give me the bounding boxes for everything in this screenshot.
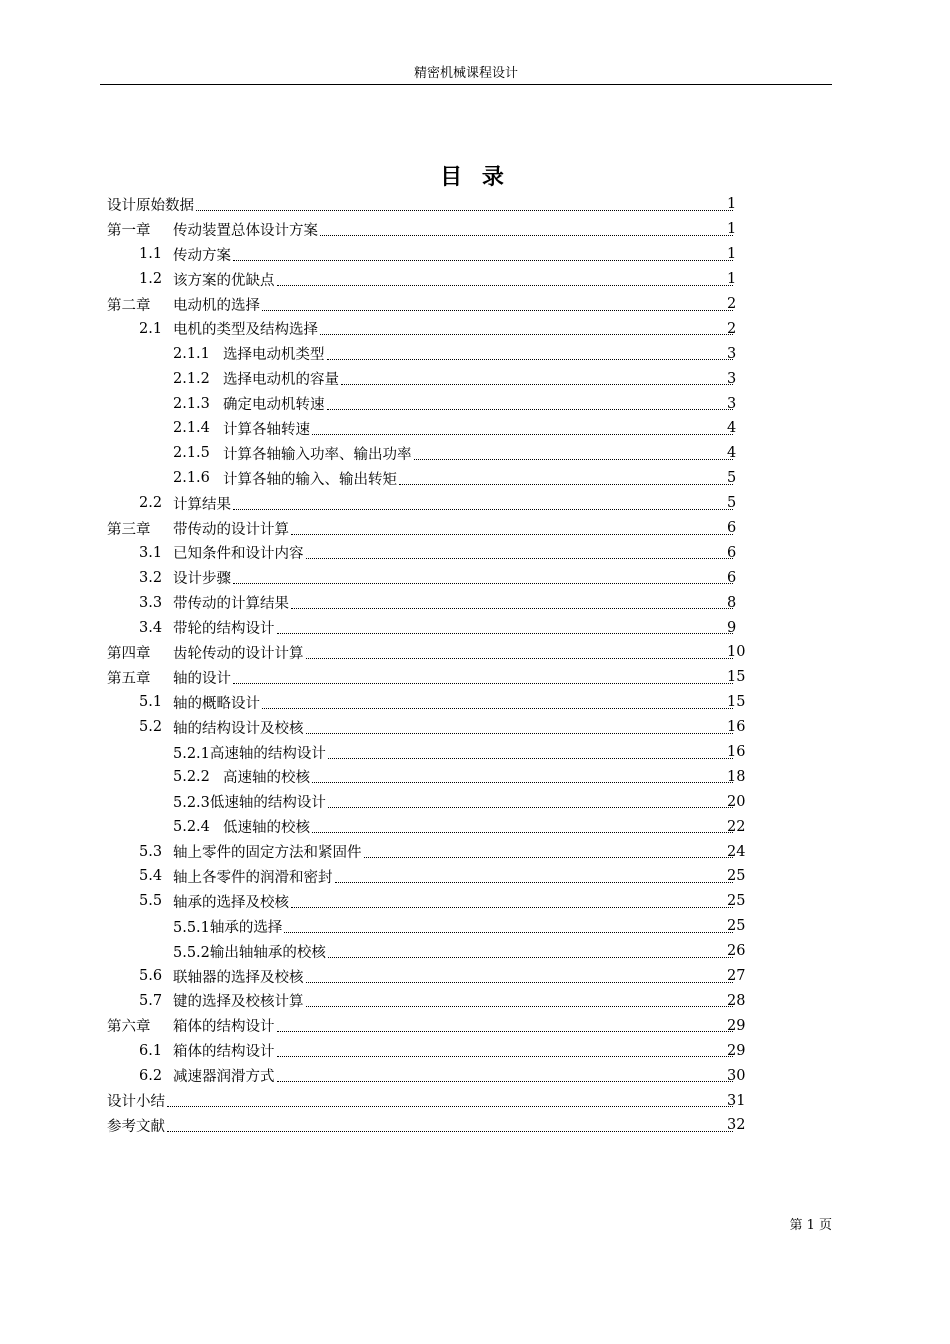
toc-entry-label: 带传动的计算结果 — [173, 596, 289, 613]
table-of-contents — [107, 192, 767, 1138]
toc-entry-label: 轴的设计 — [173, 670, 231, 687]
toc-entry-page: 26 — [727, 943, 746, 960]
toc-entry-page: 22 — [727, 818, 746, 835]
toc-entry-text — [107, 194, 194, 215]
toc-entry[interactable] — [107, 366, 767, 391]
toc-entry-text — [139, 891, 289, 912]
toc-entry-text — [173, 443, 412, 464]
toc-entry-page: 16 — [727, 719, 746, 736]
toc-leader-dots — [327, 343, 734, 360]
toc-entry-label: 轴承的选择及校核 — [173, 894, 289, 911]
toc-entry-page: 15 — [727, 694, 746, 711]
toc-entry-label: 已知条件和设计内容 — [173, 546, 304, 563]
toc-entry[interactable] — [107, 242, 767, 267]
toc-entry-label: 电动机的选择 — [173, 297, 260, 314]
toc-entry-text — [173, 941, 326, 962]
toc-entry-page: 29 — [727, 1042, 746, 1059]
toc-entry-text — [139, 244, 231, 265]
toc-entry[interactable] — [107, 615, 767, 640]
toc-entry-label: 计算各轴的输入、输出转矩 — [223, 471, 397, 488]
toc-entry-label: 选择电动机类型 — [223, 347, 325, 364]
toc-entry-text — [139, 1065, 275, 1086]
toc-leader-dots — [277, 1065, 734, 1082]
toc-entry[interactable] — [107, 690, 767, 715]
toc-entry-text — [107, 294, 260, 315]
toc-entry-label: 5.2.1高速轴的结构设计 — [173, 745, 326, 762]
toc-entry-number: 2.2 — [139, 495, 163, 512]
toc-leader-dots — [277, 1015, 734, 1032]
toc-entry-text — [107, 219, 318, 240]
toc-entry[interactable] — [107, 715, 767, 740]
toc-entry-page: 27 — [727, 968, 746, 985]
toc-entry-label: 传动装置总体设计方案 — [173, 222, 318, 239]
toc-entry-page: 24 — [727, 843, 746, 860]
toc-entry[interactable] — [107, 292, 767, 317]
toc-entry[interactable] — [107, 267, 767, 292]
toc-entry-text — [107, 1115, 165, 1136]
toc-leader-dots — [306, 990, 734, 1007]
toc-entry-number: 2.1.6 — [173, 470, 210, 487]
toc-entry[interactable] — [107, 740, 767, 765]
toc-entry-page: 15 — [727, 669, 746, 686]
toc-entry-number: 3.2 — [139, 569, 163, 586]
page-number: 第 1 页 — [789, 1218, 832, 1233]
toc-entry-label: 带传动的设计计算 — [173, 521, 289, 538]
toc-entry-text — [139, 542, 304, 563]
toc-entry-page: 2 — [727, 296, 737, 312]
toc-leader-dots — [328, 941, 733, 958]
toc-entry-number: 第一章 — [107, 222, 151, 239]
toc-entry-label: 箱体的结构设计 — [173, 1019, 275, 1036]
toc-entry[interactable] — [107, 764, 767, 789]
toc-entry-text — [107, 1090, 165, 1111]
toc-entry-text — [107, 518, 289, 539]
toc-entry-text — [139, 1040, 275, 1061]
toc-leader-dots — [284, 916, 733, 933]
toc-entry-text — [173, 916, 282, 937]
toc-entry[interactable] — [107, 1063, 767, 1088]
toc-leader-dots — [312, 766, 733, 783]
toc-leader-dots — [167, 1115, 733, 1132]
toc-leader-dots — [364, 841, 734, 858]
toc-entry-page: 1 — [727, 271, 737, 288]
toc-entry-number: 2.1.2 — [173, 370, 210, 387]
toc-entry[interactable] — [107, 839, 767, 864]
toc-entry-page: 29 — [727, 1017, 746, 1034]
toc-entry-label: 5.2.3低速轴的结构设计 — [173, 795, 326, 812]
toc-entry[interactable] — [107, 989, 767, 1014]
toc-entry-label: 设计小结 — [107, 1094, 165, 1110]
toc-entry-label: 高速轴的校核 — [223, 770, 310, 787]
toc-entry-page: 5 — [727, 495, 737, 512]
toc-leader-dots — [262, 294, 733, 311]
toc-entry-text — [139, 493, 231, 514]
toc-entry-number: 2.1 — [139, 320, 163, 337]
toc-entry-label: 轴上零件的固定方法和紧固件 — [173, 845, 362, 862]
toc-entry-number: 5.7 — [139, 992, 163, 1009]
toc-entry-number: 6.2 — [139, 1067, 163, 1084]
toc-entry-text — [139, 990, 304, 1011]
toc-entry-page: 2 — [727, 320, 737, 337]
toc-entry-text — [173, 468, 397, 489]
toc-entry-page: 3 — [727, 395, 737, 412]
toc-entry-number: 1.1 — [139, 246, 163, 263]
toc-entry-page: 1 — [727, 246, 737, 263]
toc-entry[interactable] — [107, 889, 767, 914]
toc-entry-text — [107, 642, 304, 663]
toc-leader-dots — [327, 393, 734, 410]
toc-entry-label: 计算各轴转速 — [223, 421, 310, 438]
toc-entry-text — [173, 816, 310, 837]
toc-entry-number: 5.2.2 — [173, 768, 210, 785]
toc-entry-label: 设计原始数据 — [107, 197, 194, 214]
toc-leader-dots — [399, 468, 733, 485]
header-rule — [100, 84, 832, 85]
toc-entry-text — [139, 617, 275, 638]
toc-leader-dots — [306, 966, 734, 983]
toc-entry-page: 4 — [727, 420, 737, 437]
toc-entry-label: 确定电动机转速 — [223, 397, 325, 414]
toc-entry-label: 联轴器的选择及校核 — [173, 969, 304, 986]
toc-entry-text — [173, 791, 326, 812]
toc-leader-dots — [233, 493, 733, 510]
toc-entry-page: 3 — [727, 370, 737, 387]
toc-leader-dots — [262, 692, 733, 709]
toc-entry-label: 设计步骤 — [173, 571, 231, 588]
toc-entry-number: 5.4 — [139, 868, 163, 885]
toc-entry[interactable] — [107, 1013, 767, 1038]
toc-leader-dots — [312, 418, 733, 435]
toc-entry-page: 32 — [727, 1117, 746, 1134]
toc-entry-number: 第四章 — [107, 645, 151, 662]
toc-entry-page: 1 — [727, 221, 737, 238]
toc-entry[interactable] — [107, 217, 767, 242]
toc-leader-dots — [233, 667, 733, 684]
toc-entry-text — [107, 1015, 275, 1036]
toc-entry[interactable] — [107, 590, 767, 615]
toc-entry[interactable] — [107, 441, 767, 466]
toc-entry-page: 25 — [727, 918, 746, 935]
toc-entry-number: 第二章 — [107, 297, 151, 314]
toc-entry-page: 5 — [727, 470, 737, 487]
toc-entry-number: 2.1.4 — [173, 420, 210, 437]
toc-entry-number: 第五章 — [107, 670, 151, 687]
toc-entry-text — [173, 368, 339, 389]
toc-entry-label: 5.5.2输出轴轴承的校核 — [173, 944, 326, 961]
toc-entry[interactable] — [107, 341, 767, 366]
toc-entry-text — [139, 592, 289, 613]
toc-entry-label: 箱体的结构设计 — [173, 1044, 275, 1061]
toc-entry-number: 6.1 — [139, 1042, 163, 1059]
toc-entry-text — [107, 667, 231, 688]
toc-entry-text — [139, 866, 333, 887]
toc-entry-page: 6 — [727, 544, 737, 561]
toc-entry-label: 键的选择及校核计算 — [173, 994, 304, 1011]
toc-leader-dots — [277, 617, 734, 634]
toc-entry-page: 6 — [727, 569, 737, 586]
toc-entry[interactable] — [107, 1113, 767, 1138]
toc-entry-page: 8 — [727, 594, 737, 611]
toc-entry-label: 参考文献 — [107, 1118, 165, 1135]
toc-entry-text — [173, 343, 325, 364]
toc-entry[interactable] — [107, 391, 767, 416]
toc-entry[interactable] — [107, 964, 767, 989]
toc-entry-label: 低速轴的校核 — [223, 820, 310, 837]
toc-entry-number: 第三章 — [107, 521, 151, 538]
toc-entry[interactable] — [107, 565, 767, 590]
toc-entry[interactable] — [107, 416, 767, 441]
toc-leader-dots — [341, 368, 733, 385]
toc-leader-dots — [291, 891, 733, 908]
toc-entry-label: 轴上各零件的润滑和密封 — [173, 869, 333, 886]
toc-entry-label: 齿轮传动的设计计算 — [173, 645, 304, 662]
toc-entry[interactable] — [107, 1088, 767, 1113]
toc-leader-dots — [233, 244, 733, 261]
toc-entry[interactable] — [107, 814, 767, 839]
toc-entry-label: 该方案的优缺点 — [173, 272, 275, 289]
toc-entry-text — [139, 567, 231, 588]
toc-entry[interactable] — [107, 665, 767, 690]
toc-entry-number: 1.2 — [139, 271, 163, 288]
toc-entry-label: 带轮的结构设计 — [173, 621, 275, 638]
toc-entry[interactable] — [107, 516, 767, 541]
toc-entry-text — [139, 717, 304, 738]
page-header: 精密机械课程设计 — [413, 66, 518, 81]
toc-entry-label: 选择电动机的容量 — [223, 372, 339, 389]
toc-entry-number: 3.4 — [139, 619, 163, 636]
toc-entry-page: 28 — [727, 992, 746, 1009]
toc-entry-page: 25 — [727, 893, 746, 910]
toc-leader-dots — [277, 1040, 734, 1057]
toc-entry-text — [173, 393, 325, 414]
toc-entry-page: 18 — [727, 768, 746, 785]
toc-entry[interactable] — [107, 939, 767, 964]
toc-entry-label: 减速器润滑方式 — [173, 1069, 275, 1086]
toc-entry-number: 2.1.5 — [173, 445, 210, 462]
toc-leader-dots — [291, 592, 733, 609]
toc-entry-label: 5.5.1轴承的选择 — [173, 919, 283, 936]
toc-entry-number: 2.1.3 — [173, 395, 210, 412]
toc-entry-page: 10 — [727, 644, 746, 661]
toc-entry-text — [139, 841, 362, 862]
toc-entry[interactable] — [107, 466, 767, 491]
toc-entry-label: 计算结果 — [173, 496, 231, 513]
toc-title: 目 录 — [440, 165, 510, 190]
toc-entry-text — [139, 318, 318, 339]
toc-leader-dots — [414, 443, 734, 460]
toc-entry-number: 3.3 — [139, 594, 163, 611]
toc-entry-page: 3 — [727, 345, 737, 362]
toc-entry-page: 31 — [727, 1092, 746, 1109]
toc-entry-text — [139, 269, 275, 290]
toc-leader-dots — [291, 518, 733, 535]
toc-entry-label: 轴的结构设计及校核 — [173, 720, 304, 737]
toc-leader-dots — [320, 219, 733, 236]
toc-leader-dots — [320, 318, 733, 335]
toc-entry-text — [173, 742, 326, 763]
toc-leader-dots — [306, 642, 734, 659]
toc-entry-page: 30 — [727, 1067, 746, 1084]
toc-entry-page: 25 — [727, 868, 746, 885]
toc-entry[interactable] — [107, 491, 767, 516]
toc-entry[interactable] — [107, 192, 767, 217]
toc-entry-number: 5.3 — [139, 843, 163, 860]
toc-leader-dots — [335, 866, 734, 883]
toc-entry[interactable] — [107, 864, 767, 889]
toc-leader-dots — [306, 717, 734, 734]
toc-entry[interactable] — [107, 540, 767, 565]
toc-entry[interactable] — [107, 316, 767, 341]
toc-leader-dots — [233, 567, 733, 584]
toc-leader-dots — [306, 542, 734, 559]
toc-entry-number: 3.1 — [139, 544, 163, 561]
toc-entry-page: 6 — [727, 520, 737, 537]
toc-entry-text — [139, 692, 260, 713]
toc-entry[interactable] — [107, 914, 767, 939]
toc-leader-dots — [312, 816, 733, 833]
toc-entry-text — [173, 766, 310, 787]
toc-entry-number: 2.1.1 — [173, 345, 210, 362]
toc-entry-number: 5.5 — [139, 893, 163, 910]
toc-leader-dots — [328, 791, 733, 808]
toc-entry-page: 1 — [727, 196, 737, 213]
toc-entry-label: 轴的概略设计 — [173, 695, 260, 712]
toc-entry-label: 传动方案 — [173, 247, 231, 264]
toc-entry-page: 20 — [727, 793, 746, 810]
toc-entry-number: 5.2 — [139, 719, 163, 736]
toc-leader-dots — [277, 269, 734, 286]
toc-entry-text — [173, 418, 310, 439]
toc-entry-number: 5.6 — [139, 968, 163, 985]
toc-entry-page: 9 — [727, 619, 737, 636]
toc-entry[interactable] — [107, 789, 767, 814]
toc-entry-text — [139, 966, 304, 987]
toc-entry-page: 16 — [727, 744, 746, 761]
toc-entry[interactable] — [107, 1038, 767, 1063]
toc-entry-label: 计算各轴输入功率、输出功率 — [223, 446, 412, 463]
toc-entry-number: 第六章 — [107, 1019, 151, 1036]
toc-entry-label: 电机的类型及结构选择 — [173, 322, 318, 339]
toc-entry-page: 4 — [727, 445, 737, 462]
toc-entry-number: 5.1 — [139, 694, 163, 711]
toc-leader-dots — [167, 1090, 733, 1107]
toc-leader-dots — [196, 194, 733, 211]
toc-entry[interactable] — [107, 640, 767, 665]
toc-entry-number: 5.2.4 — [173, 818, 210, 835]
toc-leader-dots — [328, 742, 733, 759]
